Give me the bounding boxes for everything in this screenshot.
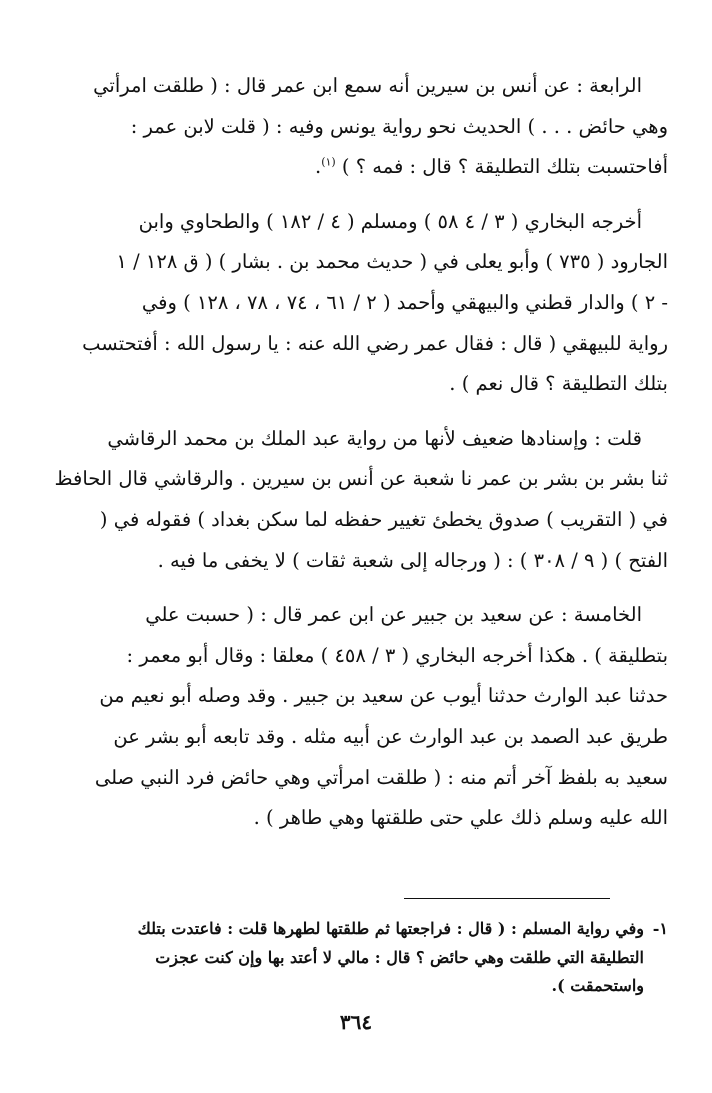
main-text (40, 66, 668, 853)
footnote-1-text: وفي رواية المسلم : ( قال : فراجعتها ثم طلقتها لطهرها قلت : فاعتدت بتلك التطليقة التي طلقت وهي حائض ؟ قال : مالي لا أعتد بها وإن كنت عجزت واستحمقت ). (137, 919, 644, 995)
page-number: ٣٦٤ (339, 1010, 373, 1034)
footnote-reference[interactable]: (١) (321, 155, 336, 169)
footnote-1 (40, 915, 668, 1001)
footnotes (40, 915, 668, 1001)
paragraph-4: الخامسة : عن سعيد بن جبير عن ابن عمر قال : ( حسبت علي بتطليقة ) . هكذا أخرجه البخاري ( ٣ / ٤٥٨ ) معلقا : وقال أبو معمر : حدثنا عبد الوارث حدثنا أيوب عن سعيد بن جبير . وقد وصله أبو نعيم من طريق عبد الصمد بن عبد الوارث عن أبيه مثله . وقد تابعه أبو بشر عن سعيد به بلفظ آخر أتم منه : ( طلقت امرأتي وهي حائض فرد النبي صلى الله عليه وسلم ذلك علي حتى طلقتها وهي طاهر ) . (94, 603, 668, 830)
paragraph-1-tail: . (314, 155, 322, 179)
paragraph-1 (40, 66, 668, 188)
footnote-divider (404, 898, 610, 899)
paragraph-3: قلت : وإسنادها ضعيف لأنها من رواية عبد الملك بن محمد الرقاشي ثنا بشر بن بشر بن عمر نا شعبة عن أنس بن سيرين . والرقاشي قال الحافظ في ( التقريب ) صدوق يخطئ تغيير حفظه لما سكن بغداد ) فقوله في ( الفتح ) ( ٩ / ٣٠٨ ) : ( ورجاله إلى شعبة ثقات ) لا يخفى ما فيه . (54, 426, 668, 572)
paragraph-2: أخرجه البخاري ( ٣ / ٤ ٥٨ ) ومسلم ( ٤ / ١٨٢ ) والطحاوي وابن الجارود ( ٧٣٥ ) وأبو يعلى في ( حديث محمد بن . بشار ) ( ق ١٢٨ / ١ - ٢ ) والدار قطني والبيهقي وأحمد ( ٢ / ٦١ ، ٧٤ ، ٧٨ ، ١٢٨ ) وفي رواية للبيهقي ( قال : فقال عمر رضي الله عنه : يا رسول الله : أفتحتسب بتلك التطليقة ؟ قال نعم ) . (82, 209, 668, 396)
footnote-1-number: ١- (652, 919, 668, 938)
paragraph-1-text: الرابعة : عن أنس بن سيرين أنه سمع ابن عمر قال : ( طلقت امرأتي وهي حائض . . . ) الحديث نحو رواية يونس وفيه : ( قلت لابن عمر : أفاحتسبت بتلك التطليقة ؟ قال : فمه ؟ ) (93, 74, 668, 179)
